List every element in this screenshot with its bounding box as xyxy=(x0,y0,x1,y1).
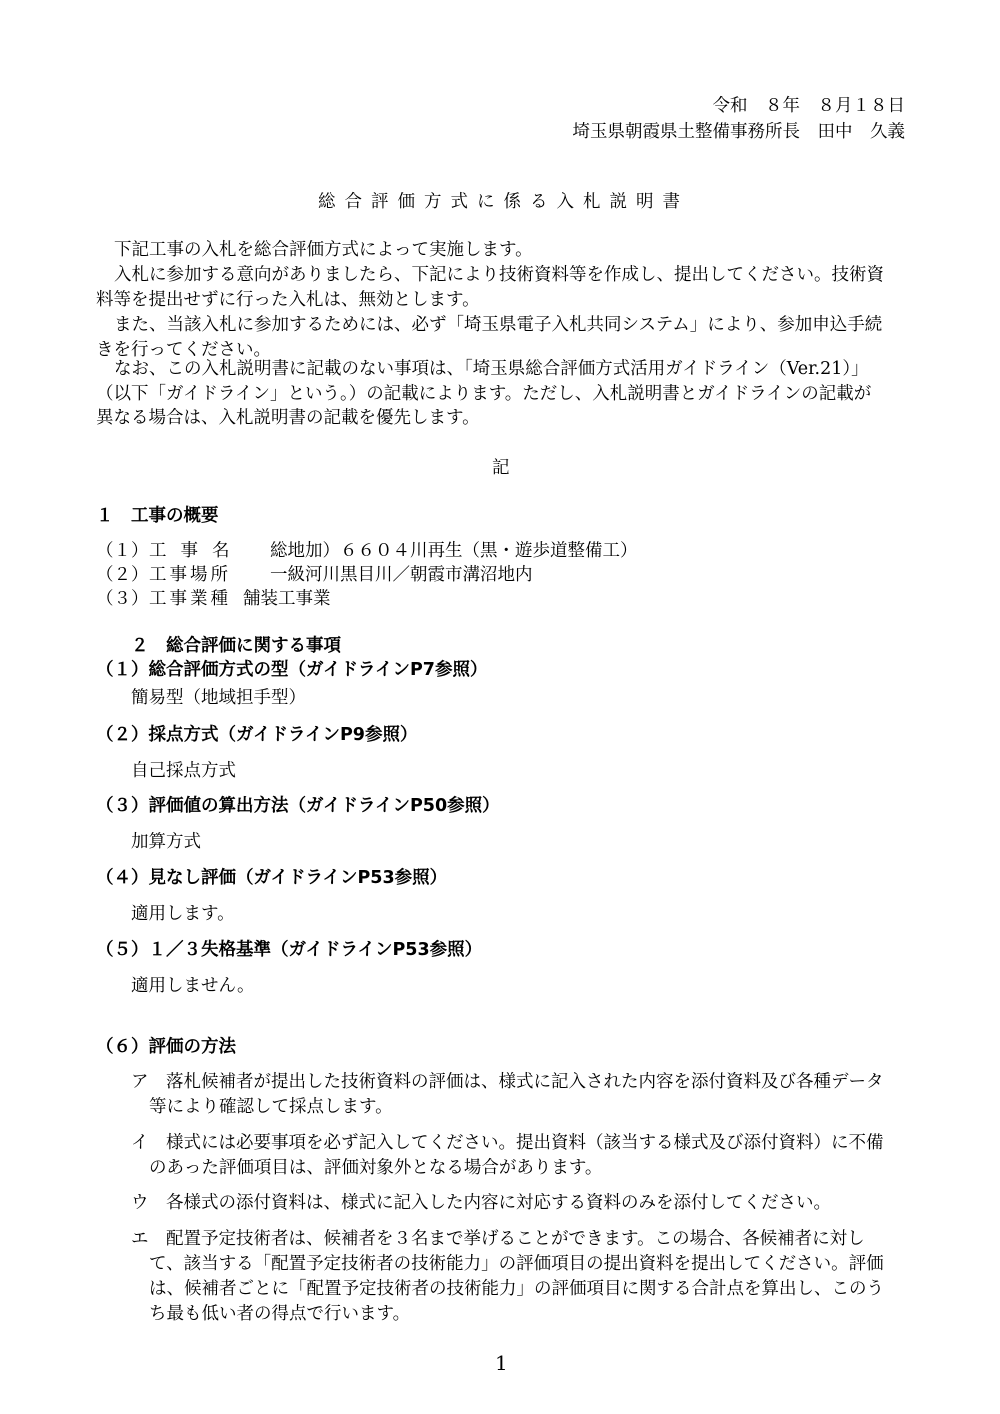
method-mark: ア xyxy=(131,1072,149,1092)
eval-item-body: 適用します。 xyxy=(131,904,235,924)
intro-line: 下記工事の入札を総合評価方式によって実施します。 xyxy=(114,240,533,260)
method-line: のあった評価項目は、評価対象外となる場合があります。 xyxy=(149,1158,603,1178)
method-mark: ウ xyxy=(131,1193,149,1213)
work-item-value: 舗装工事業 xyxy=(243,589,331,609)
ki-marker: 記 xyxy=(492,458,510,478)
eval-item-body: 加算方式 xyxy=(131,832,201,852)
document-title: 総合評価方式に係る入札説明書 xyxy=(318,192,689,212)
work-item-num: （３） xyxy=(96,589,149,609)
intro-line: きを行ってください。 xyxy=(96,340,271,360)
eval-item-body: 自己採点方式 xyxy=(131,761,236,781)
work-item-value: 一級河川黒目川／朝霞市溝沼地内 xyxy=(270,565,533,585)
method-mark: エ xyxy=(131,1229,149,1249)
method-line: は、候補者ごとに「配置予定技術者の技術能力」の評価項目に関する合計点を算出し、このう xyxy=(149,1279,884,1299)
method-line: 落札候補者が提出した技術資料の評価は、様式に記入された内容を添付資料及び各種データ xyxy=(166,1072,884,1092)
eval-item-heading: （３）評価値の算出方法（ガイドラインP50参照） xyxy=(96,796,500,816)
intro-line: 料等を提出せずに行った入札は、無効とします。 xyxy=(96,290,480,310)
work-item-label: 工事名 xyxy=(149,541,244,561)
method-line: 配置予定技術者は、候補者を３名まで挙げることができます。この場合、各候補者に対し xyxy=(166,1229,865,1249)
method-line: 等により確認して採点します。 xyxy=(149,1097,393,1117)
page-number: 1 xyxy=(495,1351,508,1375)
method-mark: イ xyxy=(131,1133,149,1153)
method-heading: （６）評価の方法 xyxy=(96,1037,236,1057)
work-item-num: （１） xyxy=(96,541,149,561)
eval-item-heading: （４）見なし評価（ガイドラインP53参照） xyxy=(96,868,448,888)
issuer-name: 埼玉県朝霞県土整備事務所長 田中 久義 xyxy=(572,122,905,142)
intro-line: 入札に参加する意向がありましたら、下記により技術資料等を作成し、提出してください。技術資 xyxy=(114,265,884,285)
eval-item-body: 適用しません。 xyxy=(131,976,255,996)
document-date: 令和 ８年 ８月１８日 xyxy=(712,96,905,116)
method-line: て、該当する「配置予定技術者の技術能力」の評価項目の提出資料を提出してください。評価 xyxy=(149,1254,884,1274)
intro-line: 異なる場合は、入札説明書の記載を優先します。 xyxy=(96,408,480,428)
eval-item-heading: （２）採点方式（ガイドラインP9参照） xyxy=(96,725,418,745)
section1-heading: １ 工事の概要 xyxy=(96,506,219,526)
work-item-value: 総地加）６６０４川再生（黒・遊歩道整備工） xyxy=(270,541,638,561)
eval-item-body: 簡易型（地域担手型） xyxy=(131,688,306,708)
section2-heading: ２ 総合評価に関する事項 xyxy=(131,636,341,656)
eval-item-heading: （１）総合評価方式の型（ガイドラインP7参照） xyxy=(96,660,488,680)
intro-line: また、当該入札に参加するためには、必ず「埼玉県電子入札共同システム」により、参加申込手続 xyxy=(114,315,883,335)
method-line: 各様式の添付資料は、様式に記入した内容に対応する資料のみを添付してください。 xyxy=(166,1193,831,1213)
work-item-label: 工事場所 xyxy=(149,565,231,585)
eval-item-heading: （５）１／３失格基準（ガイドラインP53参照） xyxy=(96,940,483,960)
intro-line: なお、この入札説明書に記載のない事項は、「埼玉県総合評価方式活用ガイドライン（Ver.21）」 xyxy=(114,359,869,379)
method-line: ち最も低い者の得点で行います。 xyxy=(149,1304,411,1324)
intro-line: （以下「ガイドライン」という。）の記載によります。ただし、入札説明書とガイドラインの記載が xyxy=(96,384,872,404)
method-line: 様式には必要事項を必ず記入してください。提出資料（該当する様式及び添付資料）に不備 xyxy=(166,1133,884,1153)
work-item-num: （２） xyxy=(96,565,149,585)
work-item-label: 工事業種 xyxy=(149,589,231,609)
